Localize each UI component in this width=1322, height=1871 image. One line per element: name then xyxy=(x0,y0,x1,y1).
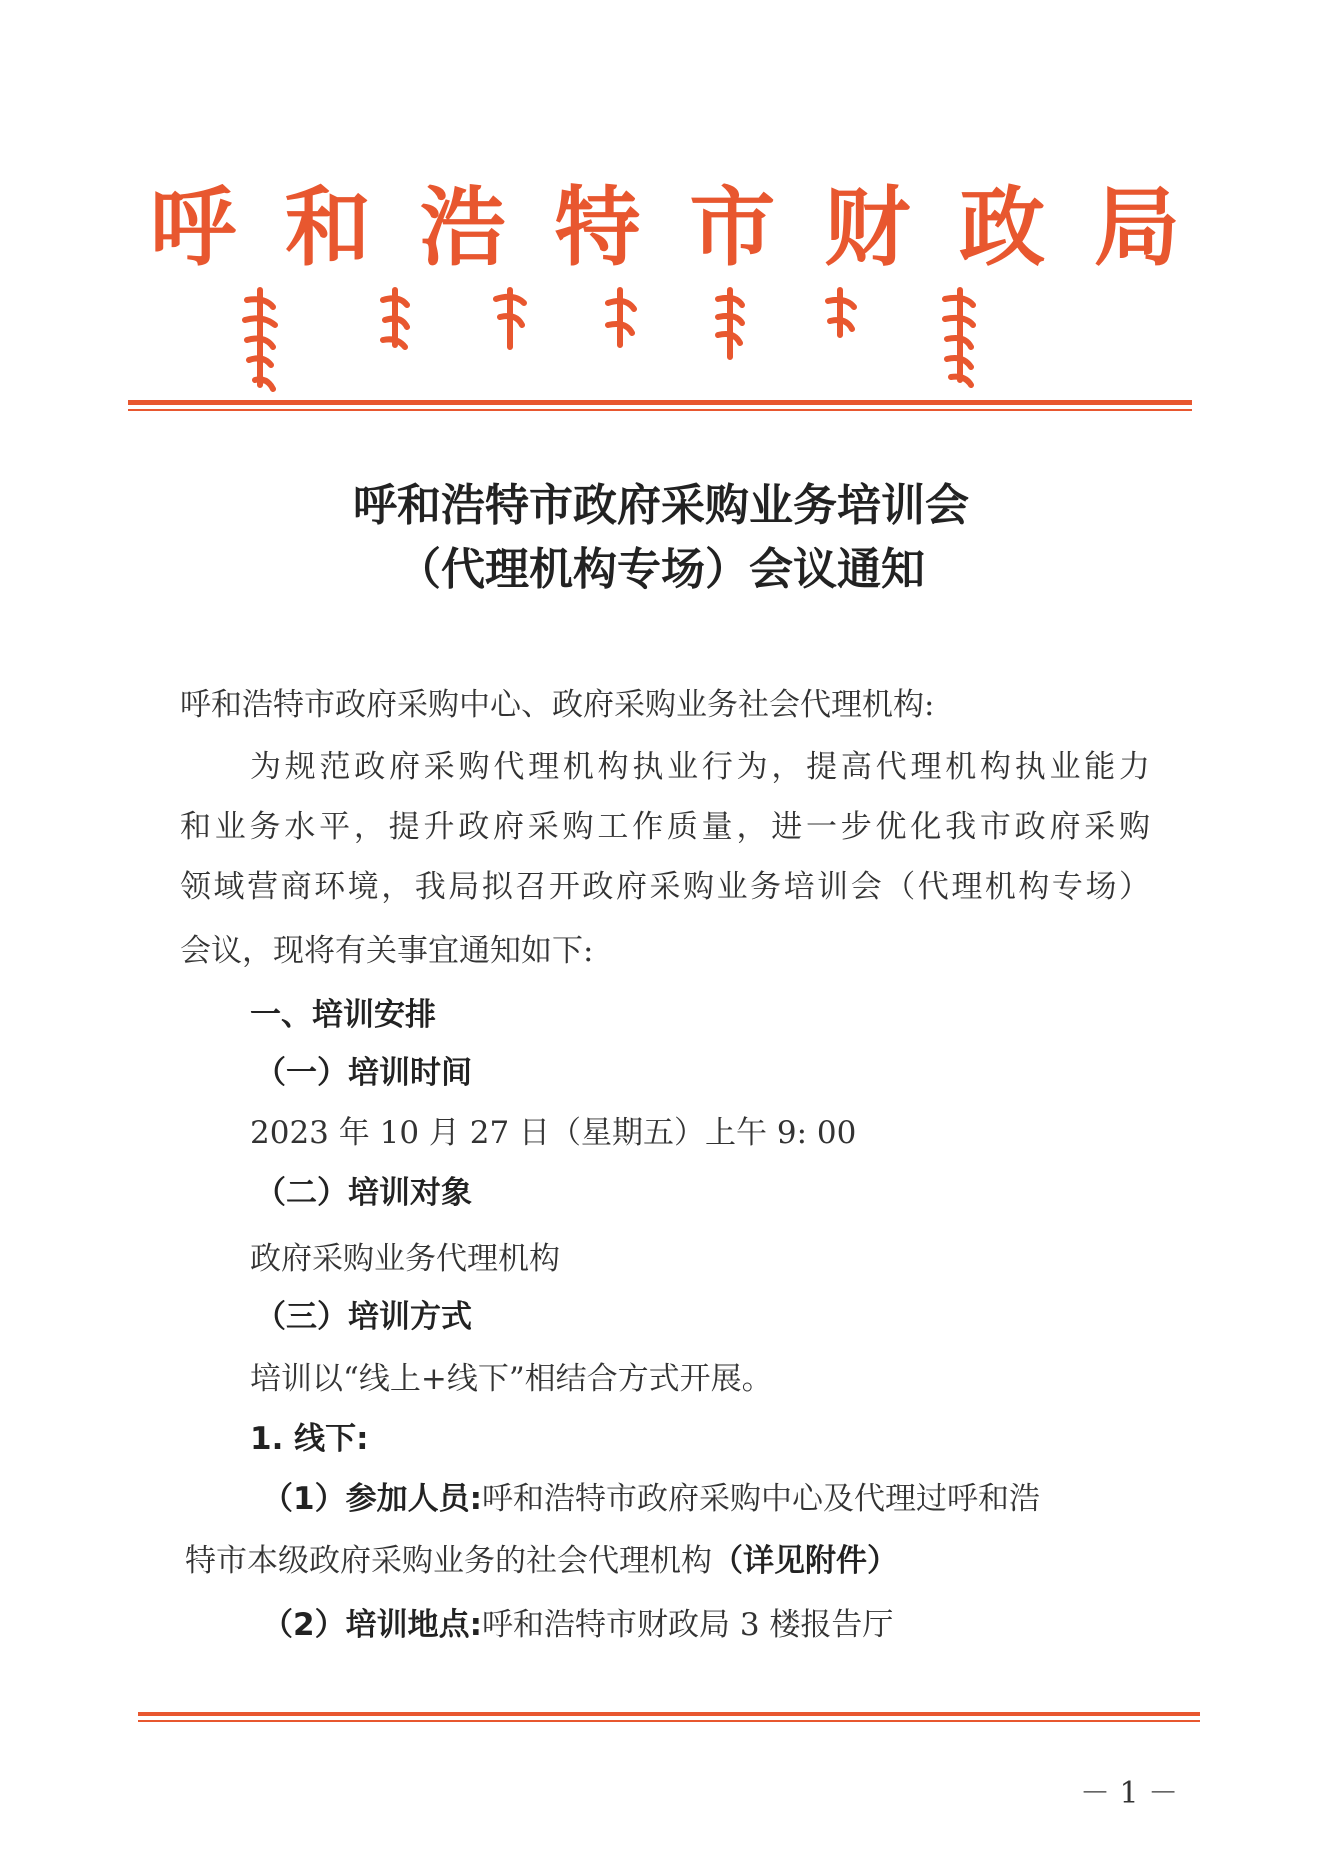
time-value: 2023 年 10 月 27 日（星期五）上午 9: 00 xyxy=(250,1115,857,1151)
salutation: 呼和浩特市政府采购中心、政府采购业务社会代理机构: xyxy=(180,687,935,723)
mongolian-word-5 xyxy=(710,285,750,365)
letterhead-char: 政 xyxy=(959,177,1046,278)
notice-title-line-2: （代理机构专场）会议通知 xyxy=(397,544,925,595)
participants-text-2: 特市本级政府采购业务的社会代理机构 xyxy=(185,1543,712,1579)
mongolian-word-3 xyxy=(490,285,530,355)
intro-line-2: 和业务水平，提升政府采购工作质量，进一步优化我市政府采购 xyxy=(180,809,1150,845)
participants-line xyxy=(262,1481,1157,1517)
letterhead-char: 特 xyxy=(554,177,641,278)
venue-line xyxy=(262,1607,894,1643)
participants-label: （1）参加人员: xyxy=(262,1481,482,1517)
letterhead-char: 浩 xyxy=(419,177,506,278)
participants-line-2 xyxy=(185,1543,898,1579)
notice-title-line-1: 呼和浩特市政府采购业务培训会 xyxy=(353,480,969,531)
footer-divider xyxy=(138,1712,1200,1722)
method-heading: （三）培训方式 xyxy=(255,1299,472,1335)
section-heading-1: 一、培训安排 xyxy=(250,997,436,1033)
intro-line-4: 会议，现将有关事宜通知如下: xyxy=(180,933,594,969)
venue-text: 呼和浩特市财政局 3 楼报告厅 xyxy=(481,1607,894,1643)
venue-label: （2）培训地点: xyxy=(262,1607,482,1643)
page-number: － 1 － xyxy=(1080,1776,1179,1811)
mongolian-word-2 xyxy=(375,285,415,355)
method-value: 培训以“线上+线下”相结合方式开展。 xyxy=(250,1361,773,1397)
offline-heading: 1. 线下: xyxy=(250,1421,369,1457)
participants-text: 呼和浩特市政府采购中心及代理过呼和浩 xyxy=(481,1481,1040,1517)
letterhead-title xyxy=(150,177,1180,278)
letterhead-char: 财 xyxy=(824,177,911,278)
mongolian-word-4 xyxy=(600,285,640,355)
audience-heading: （二）培训对象 xyxy=(255,1175,472,1211)
mongolian-word-7 xyxy=(935,285,985,390)
letterhead-char: 市 xyxy=(689,177,776,278)
mongolian-letterhead-graphic xyxy=(215,285,1115,395)
letterhead-char: 局 xyxy=(1093,177,1180,278)
participants-note: （详见附件） xyxy=(712,1543,898,1579)
intro-line-3: 领域营商环境，我局拟召开政府采购业务培训会（代理机构专场） xyxy=(180,869,1150,905)
time-heading: （一）培训时间 xyxy=(255,1055,472,1091)
letterhead-char: 和 xyxy=(284,177,371,278)
audience-value: 政府采购业务代理机构 xyxy=(250,1241,560,1277)
mongolian-word-1 xyxy=(235,285,285,395)
intro-line-1: 为规范政府采购代理机构执业行为，提高代理机构执业能力 xyxy=(250,749,1150,785)
letterhead-divider xyxy=(128,400,1192,411)
letterhead-char: 呼 xyxy=(150,177,236,278)
mongolian-word-6 xyxy=(820,285,860,345)
